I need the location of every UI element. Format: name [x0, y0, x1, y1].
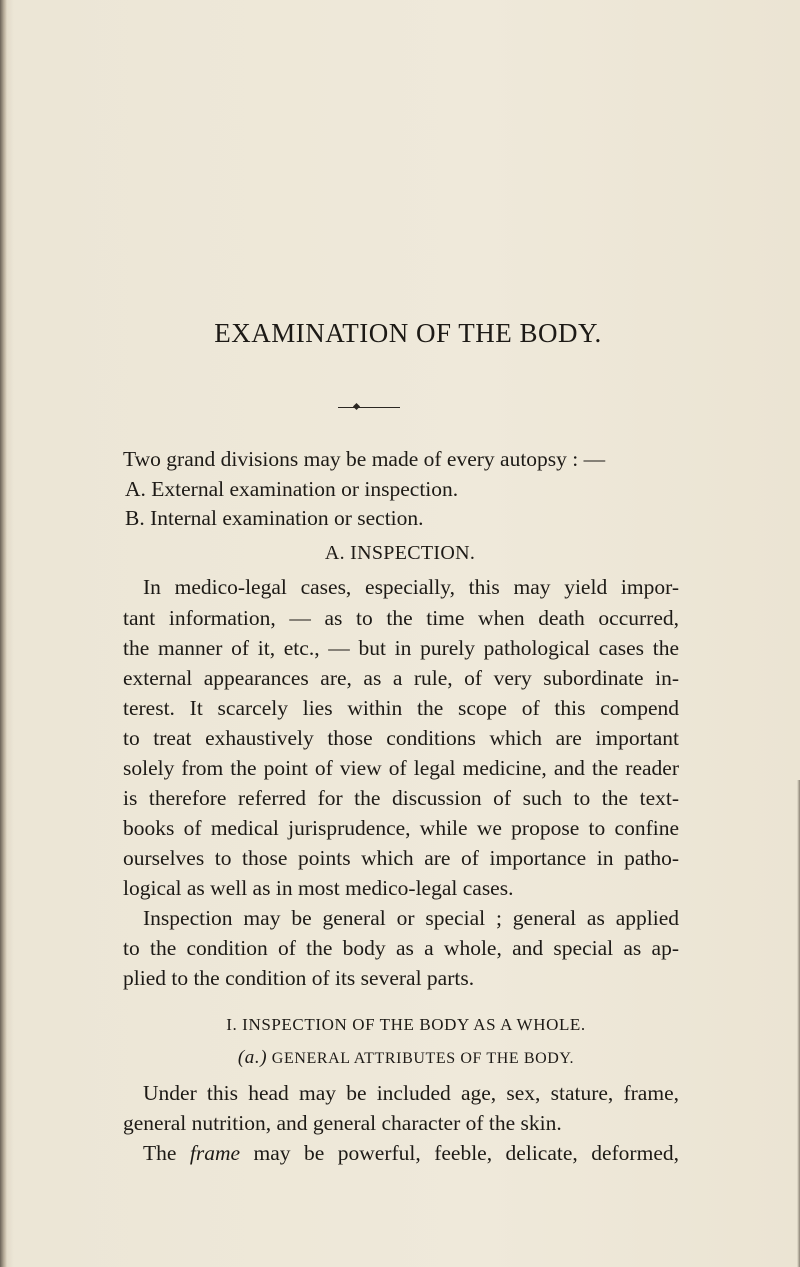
paragraph-1-line: ourselves to those points which are of importance in patho- [123, 846, 679, 870]
title-rule-ornament [353, 403, 360, 410]
title-rule [338, 407, 400, 408]
paragraph-1-line: logical as well as in most medico-legal cases. [123, 876, 514, 900]
subsection-a-title: GENERAL ATTRIBUTES OF THE BODY. [271, 1050, 575, 1067]
subsection-a-heading [0, 1048, 800, 1067]
subsection-a-label: (a.) [237, 1047, 268, 1068]
paragraph-4-line [143, 1143, 679, 1165]
section-a-heading: A. INSPECTION. [324, 542, 476, 564]
intro-item-b: B. Internal examination or section. [125, 506, 424, 530]
paragraph-3-line: Under this head may be included age, sex, stature, frame, [143, 1081, 679, 1105]
paragraph-1-line: tant information, — as to the time when death occurred, [123, 606, 679, 630]
paragraph-3-line: general nutrition, and general character of the skin. [123, 1111, 562, 1135]
intro-item-a: A. External examination or inspection. [125, 477, 459, 501]
intro-line: Two grand divisions may be made of every autopsy : — [123, 447, 606, 471]
paragraph-2-line: plied to the condition of its several parts. [123, 966, 475, 990]
paragraph-1-line: books of medical jurisprudence, while we propose to confine [123, 816, 679, 840]
section-1-heading: I. INSPECTION OF THE BODY AS A WHOLE. [226, 1015, 586, 1034]
paragraph-1-line: external appearances are, as a rule, of very subordinate in- [123, 666, 679, 690]
paragraph-1-line: solely from the point of view of legal medicine, and the reader [123, 756, 679, 780]
paragraph-1-line: In medico-legal cases, especially, this may yield impor- [143, 575, 679, 599]
paragraph-1-line: the manner of it, etc., — but in purely pathological cases the [123, 636, 679, 660]
paragraph-1-line: terest. It scarcely lies within the scope of this compend [123, 696, 679, 720]
paragraph-4-lead: The [143, 1141, 190, 1165]
paragraph-2-line: to the condition of the body as a whole, and special as ap- [123, 936, 679, 960]
paragraph-1-line: to treat exhaustively those conditions which are important [123, 726, 679, 750]
paragraph-1-line: is therefore referred for the discussion of such to the text- [123, 786, 679, 810]
paragraph-4-rest: may be powerful, feeble, delicate, deformed, [240, 1141, 679, 1165]
paragraph-2-line: Inspection may be general or special ; general as applied [143, 906, 679, 930]
paragraph-4-emphasis: frame [189, 1141, 241, 1165]
chapter-title: EXAMINATION OF THE BODY. [214, 318, 602, 348]
